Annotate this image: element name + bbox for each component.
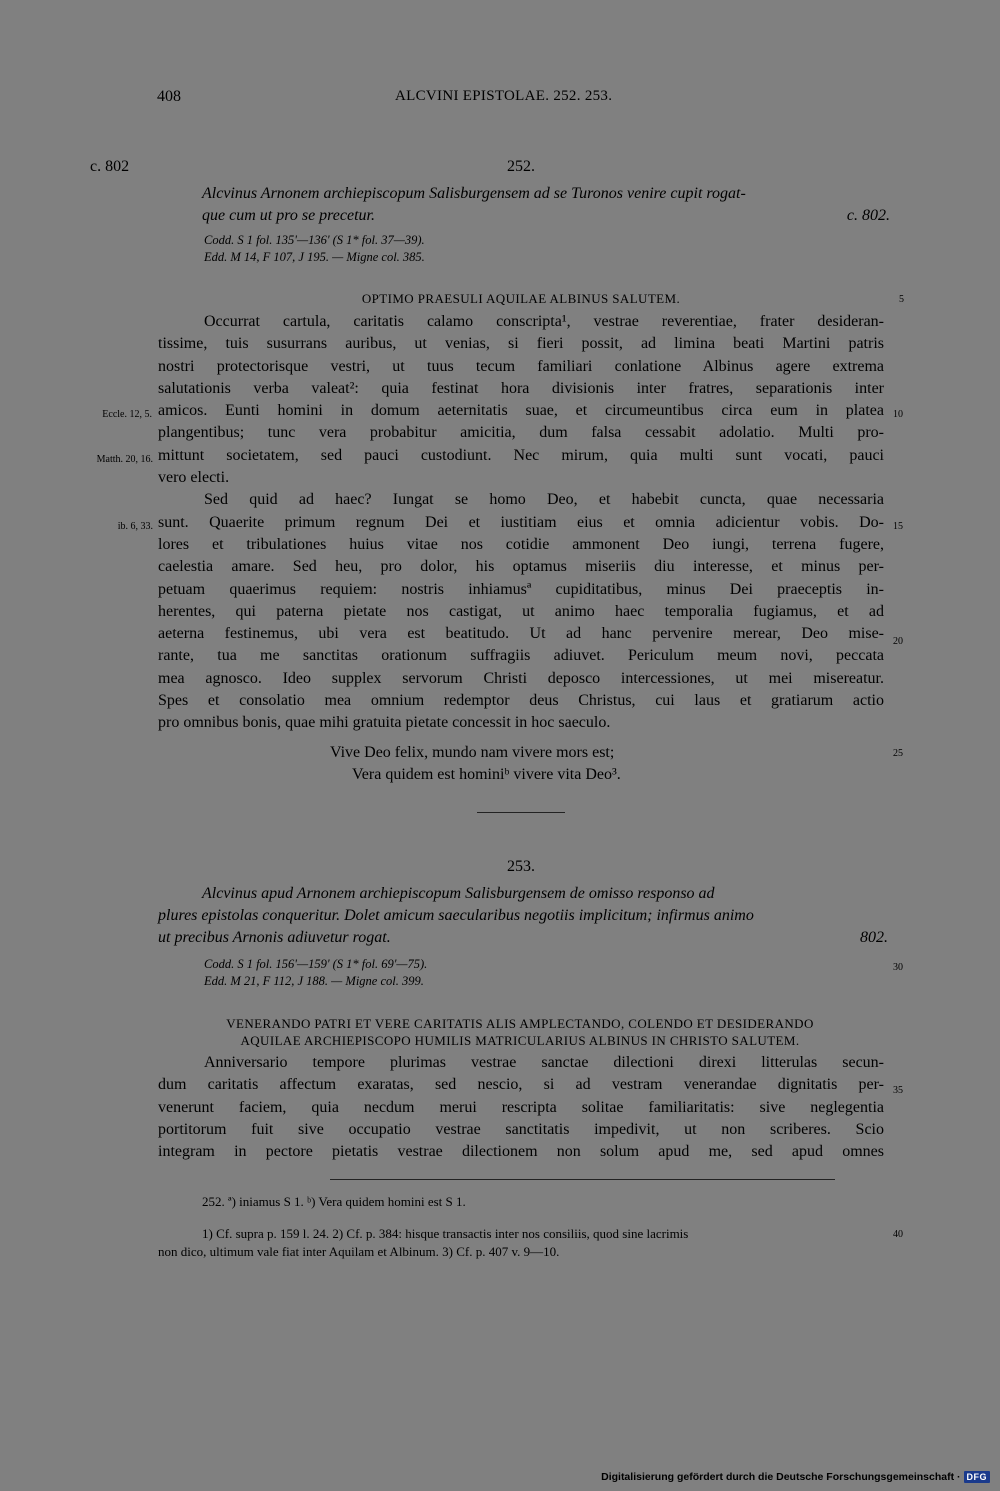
line-number: 10 (893, 409, 903, 420)
summary-line: Alcvinus Arnonem archiepiscopum Salisburgensem ad se Turonos venire cupit rogat- (202, 185, 746, 202)
verse-line: Vera quidem est hominiᵇ vivere vita Deo³. (352, 766, 621, 783)
digitization-credit (601, 1471, 990, 1483)
text-line: Anniversario tempore plurimas vestrae sanctae dilectioni direxi litterulas secun- (204, 1054, 884, 1071)
line-number: 40 (893, 1229, 903, 1240)
footnote-line: 1) Cf. supra p. 159 l. 24. 2) Cf. p. 384: hisque transactis inter nos consiliis, quod sine lacrimis (202, 1226, 689, 1241)
summary-line: Alcvinus apud Arnonem archiepiscopum Salisburgensem de omisso responso ad (202, 885, 715, 902)
letter-252-number: 252. (507, 158, 535, 175)
text-line: nostri protectorisque vestri, ut tuus tecum familiari conlatione Albinus agere extrema (158, 357, 884, 375)
letter-252-summary (158, 183, 928, 227)
line-number: 35 (893, 1085, 903, 1096)
summary-line (202, 205, 928, 227)
letter-253-number: 253. (507, 858, 535, 875)
text-line: lores et tribulationes huius vitae nos cotidie ammonent Deo iungi, terrena fugere, (158, 535, 884, 553)
footnote-line: non dico, ultimum vale fiat inter Aquilam et Albinum. 3) Cf. p. 407 v. 9—10. (158, 1244, 560, 1259)
variant-footnote: 252. ª) iniamus S 1. ᵇ) Vera quidem homini est S 1. (202, 1194, 466, 1209)
text-line: sunt. Quaerite primum regnum Dei et iustitiam eius et omnia adicientur vobis. Do- (158, 513, 884, 531)
letter-253-salutation (160, 1015, 880, 1049)
text-line: venerunt faciem, quia necdum merui rescripta solitae familiaritatis: sive neglegentia (158, 1098, 884, 1116)
text-line: caelestia amare. Sed heu, pro dolor, his optamus miseriis diu interesse, et minus per- (158, 558, 884, 576)
credit-text: Digitalisierung gefördert durch die Deutsche Forschungsgemeinschaft · (601, 1471, 961, 1483)
text-line: salutationis verba valeat²: quia festinat hora divisionis inter fratres, separationis inter (158, 379, 884, 397)
line-number: 15 (893, 521, 903, 532)
summary-text: ut precibus Arnonis adiuvetur rogat. (158, 929, 391, 946)
margin-reference: Matth. 20, 16. (96, 454, 153, 465)
line-number: 25 (893, 748, 903, 759)
letter-252-date: c. 802 (90, 158, 130, 175)
line-number: 20 (893, 636, 903, 647)
dfg-logo-icon: DFG (964, 1471, 991, 1483)
letter-252-salutation: OPTIMO PRAESULI AQUILAE ALBINUS SALUTEM. (361, 291, 681, 306)
text-line: plangentibus; tunc vera probabitur amicitia, dum falsa cessabit adolatio. Multi pro- (158, 424, 884, 442)
summary-line (158, 927, 928, 949)
running-head (0, 88, 1000, 112)
margin-reference: Eccle. 12, 5. (102, 409, 152, 420)
text-line: aeterna festinemus, ubi vera est beatitudo. Ut ad hanc pervenire merear, Deo mise- (158, 625, 884, 643)
source-footnotes (158, 1225, 884, 1261)
text-line: dum caritatis affectum exaratas, sed nescio, si ad vestram venerandae dignitatis per- (158, 1076, 884, 1094)
text-line: amicos. Eunti homini in domum aeternitatis suae, et circumeuntibus circa eum in platea (158, 402, 884, 420)
letter-253-body (158, 1052, 884, 1163)
line-number: 5 (899, 294, 904, 305)
text-line: mea agnosco. Ideo supplex servorum Christi deposco intercessiones, ut mei misereatur. (158, 669, 884, 687)
page-number: 408 (157, 88, 181, 105)
line-number: 30 (893, 962, 903, 973)
text-line: integram in pectore pietatis vestrae dilectionem non solum apud me, sed apud omnes (158, 1143, 884, 1161)
summary-line: plures epistolas conqueritur. Dolet amicum saecularibus negotiis implicitum; infirmus animo (158, 907, 754, 924)
text-line: tissime, tuis susurrans auribus, ut venias, si fieri possit, ad limina beati Martini patris (158, 335, 884, 353)
letter-252-sources (158, 232, 930, 266)
text-line: rante, tua me sanctitas orationum suffragiis adiuvet. Periculum meum novi, peccata (158, 647, 884, 665)
codices-line: Codd. S 1 fol. 156'—159' (S 1* fol. 69'—75). (204, 957, 428, 971)
text-line: portitorum fuit sive occupatio vestrae sanctitatis impedivit, ut non scriberes. Scio (158, 1120, 884, 1138)
text-line: Sed quid ad haec? Iungat se homo Deo, et habebit cuncta, quae necessaria (204, 491, 884, 509)
editions-line: Edd. M 14, F 107, J 195. — Migne col. 385. (204, 250, 425, 264)
text-line: pro omnibus bonis, quae mihi gratuita pietate concessit in hoc saeculo. (158, 714, 611, 732)
salutation-line: VENERANDO PATRI ET VERE CARITATIS ALIS AMPLECTANDO, COLENDO ET DESIDERANDO (226, 1016, 814, 1031)
footnote-rule (330, 1179, 835, 1180)
letter-253-sources (158, 956, 930, 990)
summary-date: c. 802. (846, 207, 890, 224)
codices-line: Codd. S 1 fol. 135'—136' (S 1* fol. 37—39). (204, 233, 425, 247)
letter-separator (477, 812, 565, 813)
summary-date: 802. (860, 929, 888, 946)
text-line: Occurrat cartula, caritatis calamo conscripta¹, vestrae reverentiae, frater desideran- (204, 313, 884, 330)
salutation-line: AQUILAE ARCHIEPISCOPO HUMILIS MATRICULARIUS ALBINUS IN CHRISTO SALUTEM. (240, 1033, 800, 1048)
running-title: ALCVINI EPISTOLAE. 252. 253. (395, 88, 613, 104)
text-line: petuam quaerimus requiem: nostris inhiamusª cupiditatibus, minus Dei praeceptis in- (158, 580, 884, 598)
text-line: Spes et consolatio mea omnium redemptor deus Christus, cui laus et gratiarum actio (158, 692, 884, 710)
summary-text: que cum ut pro se precetur. (202, 207, 375, 224)
editions-line: Edd. M 21, F 112, J 188. — Migne col. 399. (204, 974, 424, 988)
verse-line: Vive Deo felix, mundo nam vivere mors est; (330, 744, 615, 761)
margin-reference: ib. 6, 33. (117, 521, 153, 532)
text-line: herentes, qui paterna pietate nos castigat, ut animo haec temporalia fugiamus, et ad (158, 602, 884, 620)
letter-253-summary (158, 883, 928, 949)
letter-252-body (158, 311, 884, 735)
text-line: mittunt societatem, sed pauci custodiunt. Nec mirum, quia multi sunt vocati, pauci (158, 446, 884, 464)
text-line: vero electi. (158, 469, 230, 487)
